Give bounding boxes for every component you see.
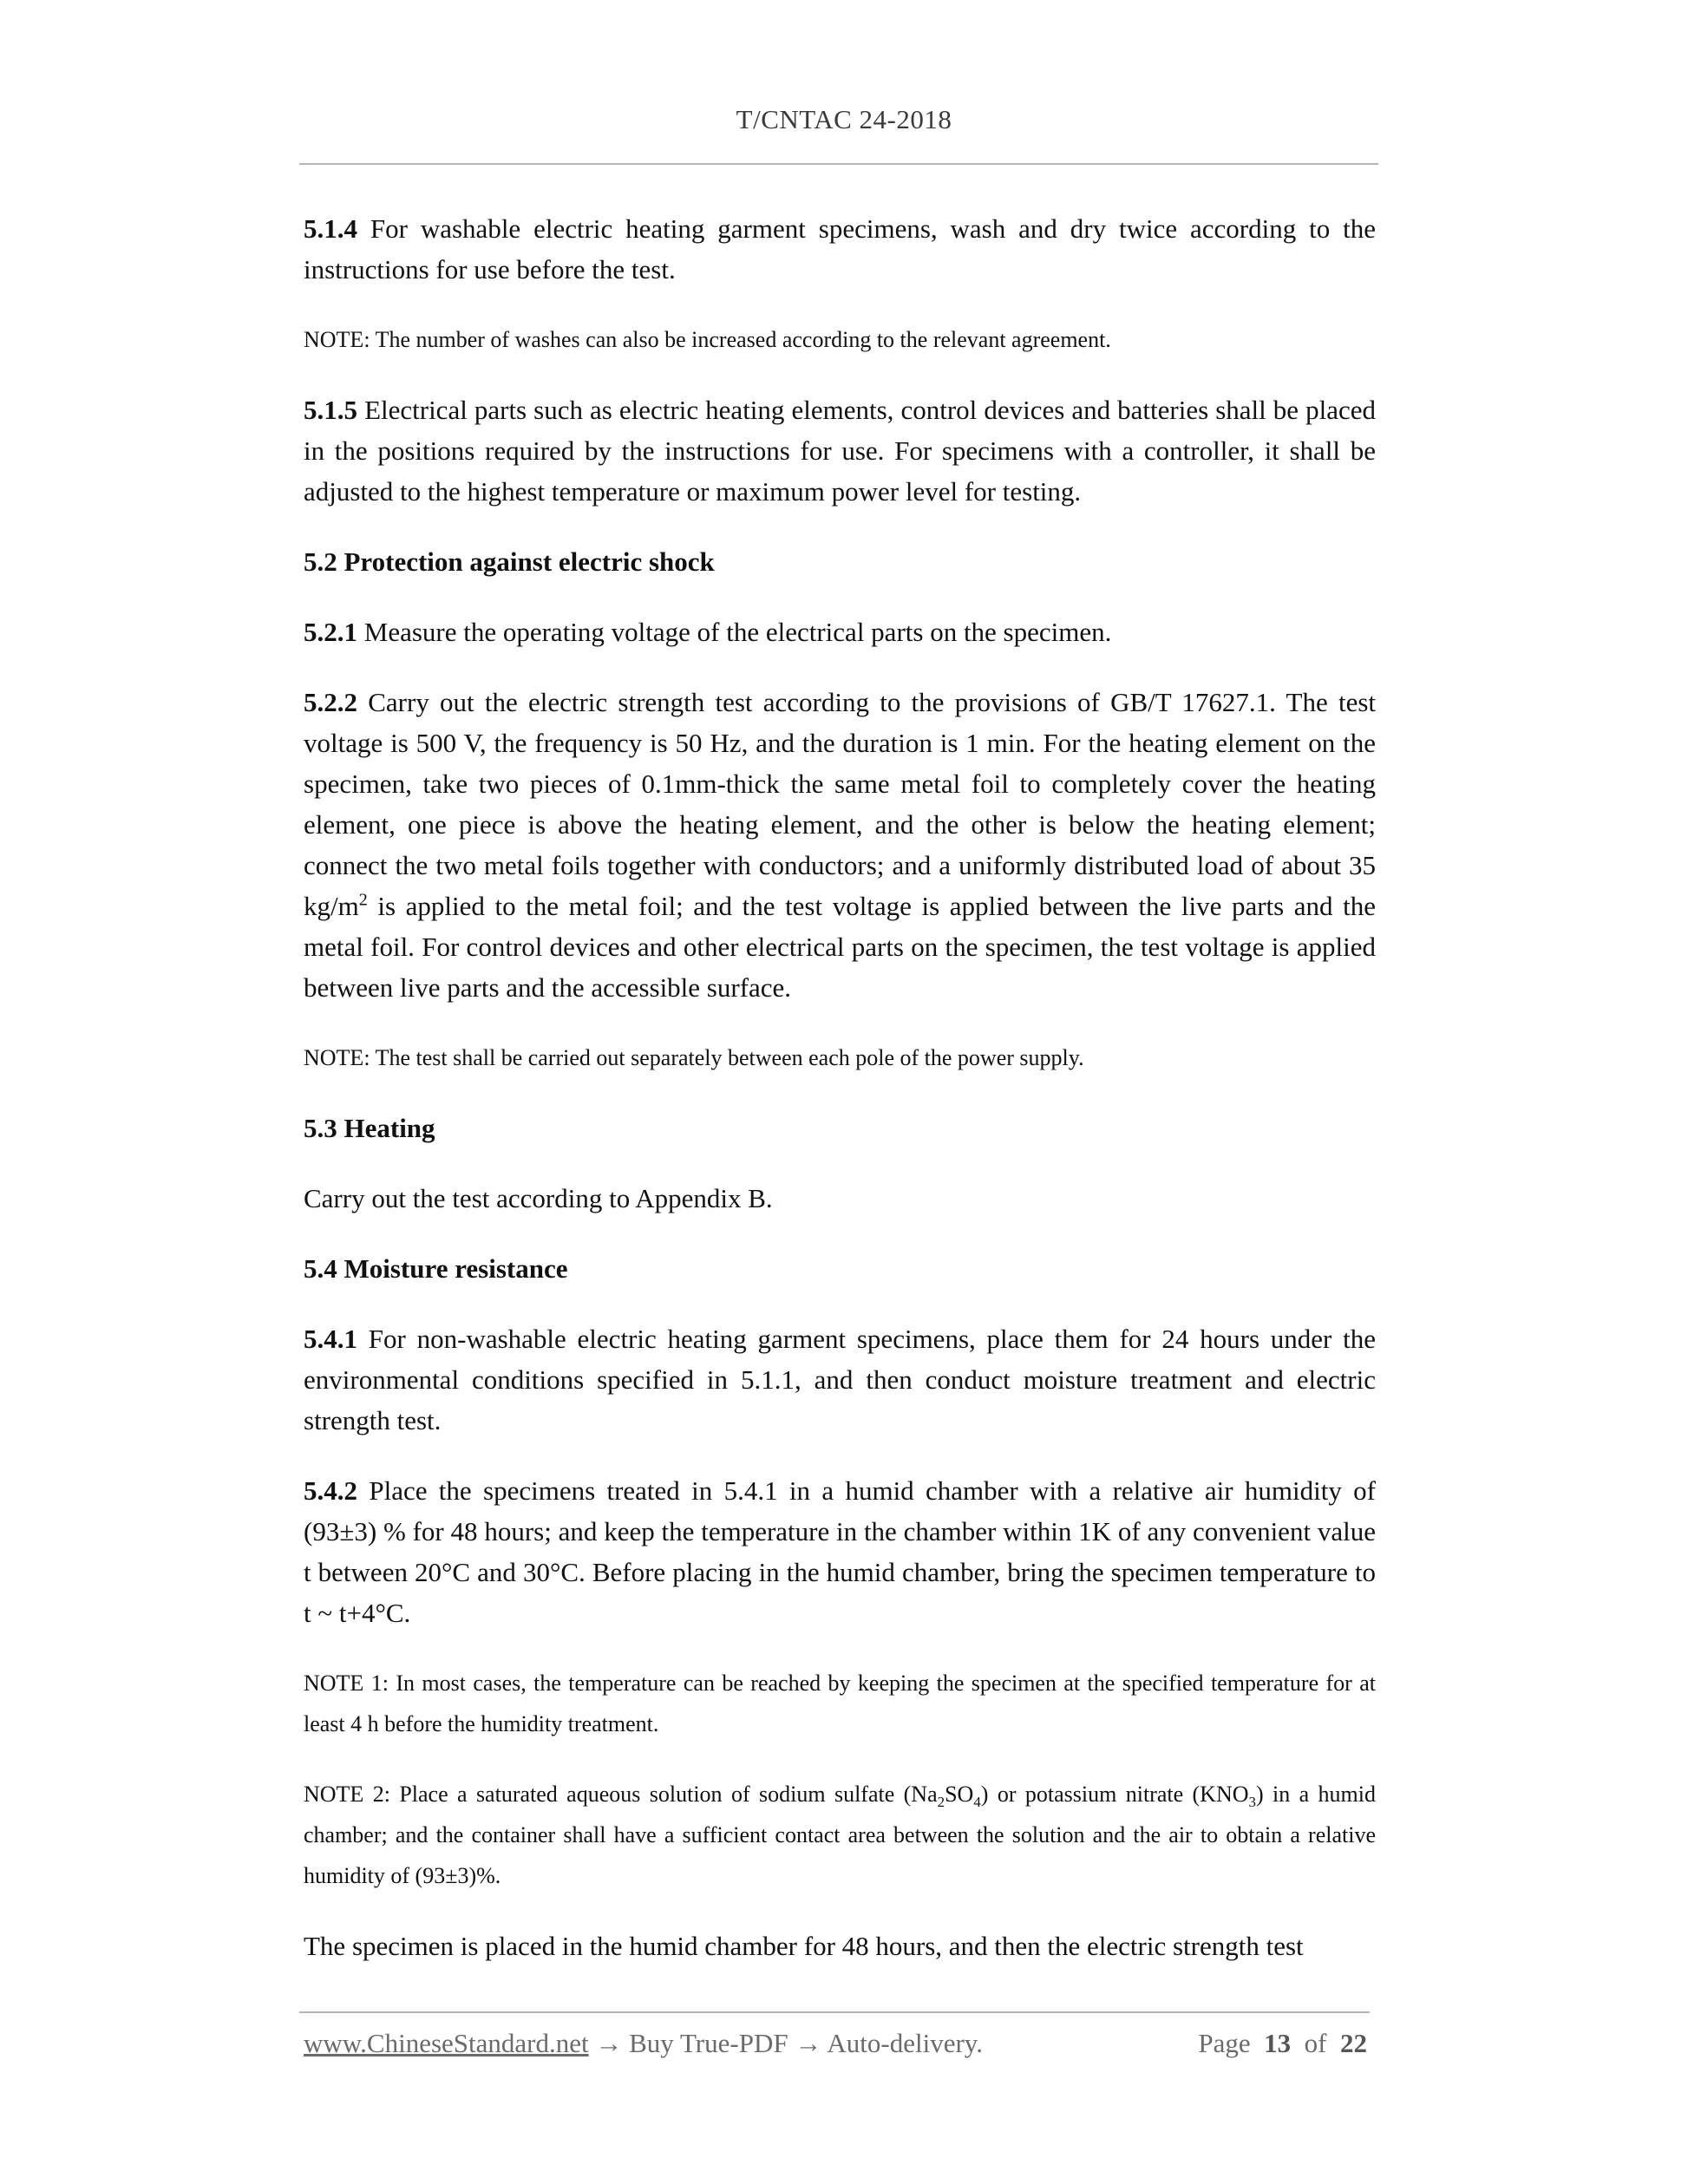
closing-paragraph: The specimen is placed in the humid chamber for 48 hours, and then the electric strength test [304,1931,1304,1961]
clause-number: 5.4.2 [304,1475,357,1506]
header-divider [299,163,1378,165]
clause-text-part-a: Carry out the electric strength test according to the provisions of GB/T 17627.1. The test voltage is 500 V, the frequency is 50 Hz, and the duration is 1 min. For the heating element on the specimen, take two pieces of 0.1mm-thick the same metal foil to completely cover the heating element, one piece is above the heating element, and the other is below the heating element; connect the two metal foils together with conductors; and a uniformly distributed load of about 35 kg/m [304,687,1377,921]
footer-promo [304,2028,983,2059]
heading-5-2: 5.2 Protection against electric shock [304,546,715,577]
note-5-1-4: NOTE: The number of washes can also be increased according to the relevant agreement. [304,327,1111,352]
clause-text-part-b: is applied to the metal foil; and the test voltage is applied between the live parts and the metal foil. For control devices and other electrical parts on the specimen, the test voltage is applied between live parts and the accessible surface. [304,891,1376,1003]
clause-text: Place the specimens treated in 5.4.1 in a humid chamber with a relative air humidity of (93±3) % for 48 hours; and keep the temperature in the chamber within 1K of any convenient value t between 20°C and 30°C. Before placing in the humid chamber, bring the specimen temperature to t ~ t+4°C. [304,1475,1377,1628]
total-pages: 22 [1340,2028,1367,2058]
current-page: 13 [1264,2028,1292,2058]
clause-5-1-4 [304,208,1376,290]
clause-text: For washable electric heating garment specimens, wash and dry twice according to the instructions for use before the test. [304,213,1376,284]
clause-number: 5.1.4 [304,213,357,244]
page-label: Page [1198,2028,1251,2058]
clause-5-4-2 [304,1470,1376,1633]
note-1-5-4-2: NOTE 1: In most cases, the temperature can be reached by keeping the specimen at the specified temperature for at least 4 h before the humidity treatment. [304,1671,1376,1736]
footer-divider [299,2011,1370,2013]
subscript: 2 [937,1794,945,1811]
note-text: SO [945,1782,974,1807]
note-5-2-2: NOTE: The test shall be carried out separately between each pole of the power supply. [304,1045,1084,1070]
subscript: 3 [1248,1794,1256,1811]
superscript: 2 [358,890,368,910]
heading-5-3: 5.3 Heating [304,1113,435,1143]
note-text: NOTE 2: Place a saturated aqueous solution of sodium sulfate (Na [304,1782,938,1807]
clause-text: For non-washable electric heating garment specimens, place them for 24 hours under the environmental conditions specified in 5.1.1, and then conduct moisture treatment and electric strength test. [304,1324,1377,1435]
chinesestandard-link[interactable]: www.ChineseStandard.net [304,2028,589,2058]
clause-number: 5.2.1 [304,617,357,647]
page-body [304,208,1376,1996]
clause-5-1-5 [304,389,1376,512]
clause-text: Electrical parts such as electric heating elements, control devices and batteries shall be placed in the positions required by the instructions for use. For specimens with a controller, it shall be adjusted to the highest temperature or maximum power level for testing. [304,395,1376,507]
clause-number: 5.4.1 [304,1324,357,1354]
clause-text: Measure the operating voltage of the electrical parts on the specimen. [363,617,1112,647]
arrow-icon: → [588,2028,630,2058]
clause-5-2-2 [304,682,1376,1008]
auto-delivery-text: Auto-delivery. [827,2028,984,2058]
clause-number: 5.1.5 [304,395,357,425]
paragraph-5-3: Carry out the test according to Appendix B. [304,1183,773,1213]
subscript: 4 [973,1794,981,1811]
note-text: ) in a humid chamber; and the container shall have a sufficient contact area between the solution and the air to obtain a relative humidity of (93±3)%. [304,1782,1377,1888]
clause-number: 5.2.2 [304,687,357,717]
arrow-icon: → [788,2028,828,2058]
page-header: T/CNTAC 24-2018 [736,104,952,134]
clause-5-4-1 [304,1318,1376,1441]
note-2-5-4-2 [304,1774,1376,1896]
buy-pdf-text: Buy True-PDF [629,2028,788,2058]
page-indicator [1198,2028,1367,2059]
clause-5-2-1 [304,611,1376,652]
of-label: of [1304,2028,1327,2058]
heading-5-4: 5.4 Moisture resistance [304,1253,568,1284]
note-text: ) or potassium nitrate (KNO [980,1782,1249,1807]
